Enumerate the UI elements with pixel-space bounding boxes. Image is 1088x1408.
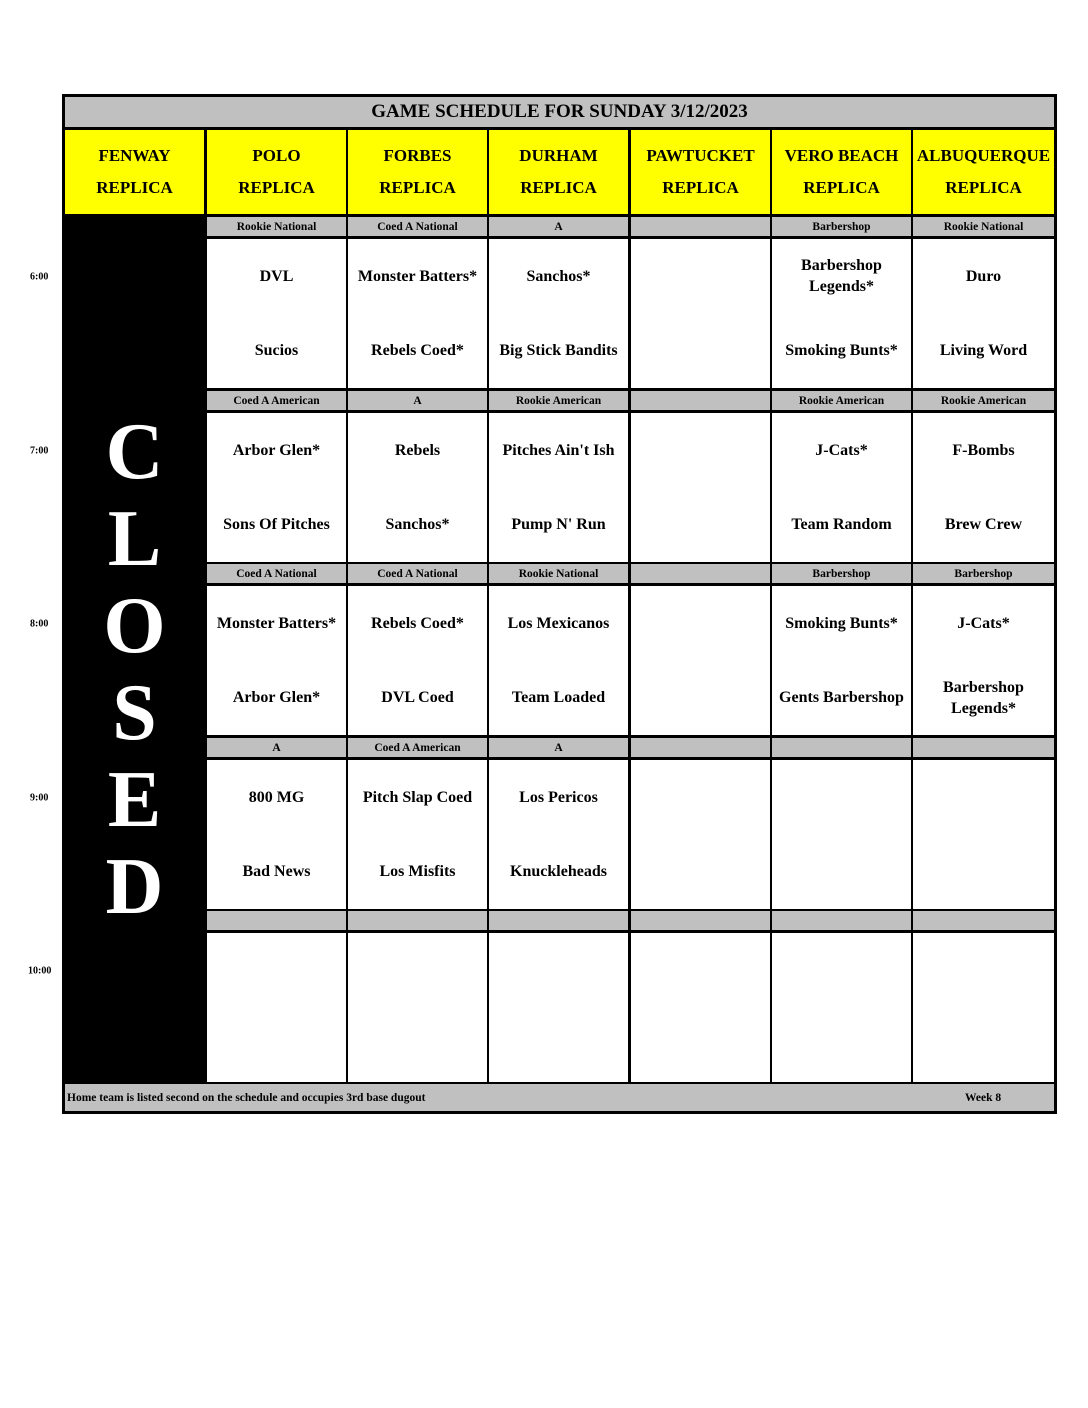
away-team: Rebels Coed* [371, 614, 464, 632]
away-team [557, 933, 561, 1008]
division-label: Coed A American [348, 738, 487, 757]
closed-letter: D [105, 843, 164, 931]
division-label [631, 564, 770, 583]
home-team [982, 835, 986, 910]
home-team: Bad News [242, 863, 311, 881]
away-team: Sanchos* [526, 267, 591, 285]
game-slot [772, 586, 911, 735]
division-label: Coed A National [348, 217, 487, 236]
home-team [699, 835, 703, 910]
away-team: Duro [965, 267, 1002, 285]
away-team: Barbershop Legends* [801, 257, 882, 296]
division-label [489, 911, 628, 930]
division-label [772, 911, 911, 930]
time-label: 6:00 [30, 271, 49, 283]
home-team: Barbershop Legends* [943, 678, 1024, 717]
away-team: 800 MG [248, 788, 305, 806]
away-team: J-Cats* [957, 614, 1010, 632]
field-header-durham [489, 130, 628, 214]
game-slot [772, 933, 911, 1082]
game-slot [772, 413, 911, 562]
division-label: Coed A American [207, 391, 346, 410]
home-team [557, 1008, 561, 1083]
home-team: Brew Crew [944, 516, 1023, 534]
division-label [348, 911, 487, 930]
time-label: 8:00 [30, 618, 49, 630]
away-team: Los Pericos [519, 788, 598, 806]
division-label [631, 217, 770, 236]
home-team: DVL Coed [381, 689, 454, 707]
away-team: Monster Batters* [357, 267, 478, 285]
time-label: 10:00 [28, 965, 52, 977]
division-label: Rookie National [489, 564, 628, 583]
home-team: Smoking Bunts* [785, 342, 898, 360]
home-team: Knuckleheads [510, 863, 607, 881]
away-team: F-Bombs [952, 441, 1015, 459]
footer-note: Home team is listed second on the schedule and occupies 3rd base dugout [67, 1091, 426, 1104]
home-team: Gents Barbershop [779, 689, 904, 707]
home-team [982, 1008, 986, 1083]
division-label: A [489, 738, 628, 757]
home-team: Big Stick Bandits [499, 342, 618, 360]
field-name: FENWAY [98, 146, 171, 165]
field-header-fenway [65, 130, 204, 214]
home-team: Team Loaded [511, 689, 606, 707]
away-team [699, 933, 703, 1008]
field-subtitle: REPLICA [945, 178, 1022, 197]
away-team: Smoking Bunts* [785, 614, 898, 632]
footer [65, 1084, 1054, 1111]
division-label [631, 391, 770, 410]
closed-letter: L [107, 495, 162, 583]
home-team: Team Random [791, 516, 892, 534]
division-label: Rookie American [913, 391, 1054, 410]
closed-letter: C [105, 408, 164, 496]
game-slot [772, 239, 911, 388]
game-slot [348, 933, 487, 1082]
game-slot [631, 586, 770, 735]
time-label: 9:00 [30, 792, 49, 804]
away-team: J-Cats* [815, 441, 868, 459]
away-team: Pitches Ain't Ish [502, 441, 615, 459]
home-team [416, 1008, 420, 1083]
home-team [699, 314, 703, 389]
division-label: Barbershop [913, 564, 1054, 583]
game-slot [207, 413, 346, 562]
field-header-polo [207, 130, 346, 214]
home-team: Sucios [254, 342, 299, 360]
home-team [840, 835, 844, 910]
game-slot [913, 239, 1054, 388]
away-team [699, 239, 703, 314]
field-header-pawtucket [631, 130, 770, 214]
game-slot [489, 239, 628, 388]
field-name: DURHAM [519, 146, 598, 165]
home-team [699, 1008, 703, 1083]
away-team [699, 586, 703, 661]
division-label: Barbershop [772, 217, 911, 236]
time-column [0, 0, 60, 1408]
away-team [982, 933, 986, 1008]
game-slot [348, 239, 487, 388]
division-label [772, 738, 911, 757]
home-team [699, 488, 703, 563]
away-team: Arbor Glen* [232, 441, 321, 459]
field-subtitle: REPLICA [96, 178, 173, 197]
closed-letter: E [107, 756, 162, 844]
division-label: Rookie American [772, 391, 911, 410]
division-label [207, 911, 346, 930]
away-team [416, 933, 420, 1008]
game-slot [489, 933, 628, 1082]
division-label: Coed A National [207, 564, 346, 583]
field-subtitle: REPLICA [520, 178, 597, 197]
game-slot [207, 239, 346, 388]
closed-letter: O [103, 582, 166, 670]
field-name: PAWTUCKET [646, 146, 755, 165]
away-team [699, 760, 703, 835]
field-name: FORBES [383, 146, 452, 165]
game-slot [489, 760, 628, 909]
game-slot [207, 586, 346, 735]
division-label [913, 738, 1054, 757]
division-label: Rookie National [913, 217, 1054, 236]
game-slot [631, 239, 770, 388]
game-slot [348, 413, 487, 562]
home-team: Rebels Coed* [371, 342, 464, 360]
field-name: POLO [252, 146, 301, 165]
division-label: Rookie American [489, 391, 628, 410]
away-team [982, 760, 986, 835]
game-slot [348, 586, 487, 735]
division-label: A [348, 391, 487, 410]
away-team [840, 933, 844, 1008]
home-team: Los Misfits [379, 863, 456, 881]
home-team: Sons Of Pitches [223, 516, 330, 534]
field-subtitle: REPLICA [662, 178, 739, 197]
home-team [840, 1008, 844, 1083]
away-team [699, 413, 703, 488]
game-slot [631, 413, 770, 562]
division-label: Rookie National [207, 217, 346, 236]
schedule-title: GAME SCHEDULE FOR SUNDAY 3/12/2023 [65, 97, 1054, 127]
field-subtitle: REPLICA [238, 178, 315, 197]
game-slot [913, 413, 1054, 562]
away-team: Los Mexicanos [507, 614, 610, 632]
field-name: ALBUQUERQUE [916, 146, 1051, 165]
away-team: Monster Batters* [216, 614, 337, 632]
field-header-forbes [348, 130, 487, 214]
game-slot [489, 586, 628, 735]
away-team [275, 933, 279, 1008]
away-team: DVL [259, 267, 294, 285]
game-slot [913, 760, 1054, 909]
time-label: 7:00 [30, 445, 49, 457]
home-team: Living Word [939, 342, 1028, 360]
division-label: A [207, 738, 346, 757]
game-slot [489, 413, 628, 562]
game-slot [207, 760, 346, 909]
field-subtitle: REPLICA [379, 178, 456, 197]
home-team: Pump N' Run [511, 516, 606, 534]
game-slot [913, 586, 1054, 735]
field-header-vero-beach [772, 130, 911, 214]
home-team: Sanchos* [385, 516, 450, 534]
closed-letter: S [112, 669, 157, 757]
division-label [631, 738, 770, 757]
game-slot [207, 933, 346, 1082]
field-name: VERO BEACH [784, 146, 899, 165]
fenway-closed-column [65, 217, 204, 1081]
division-label: Coed A National [348, 564, 487, 583]
division-label: Barbershop [772, 564, 911, 583]
division-label [913, 911, 1054, 930]
game-slot [631, 933, 770, 1082]
game-slot [631, 760, 770, 909]
home-team [275, 1008, 279, 1083]
field-subtitle: REPLICA [803, 178, 880, 197]
week-label: Week 8 [965, 1091, 1002, 1104]
game-slot [348, 760, 487, 909]
schedule-table [62, 94, 1057, 1114]
home-team [699, 661, 703, 736]
field-header-albuquerque [913, 130, 1054, 214]
division-label [631, 911, 770, 930]
away-team: Rebels [394, 441, 441, 459]
away-team [840, 760, 844, 835]
game-slot [913, 933, 1054, 1082]
division-label: A [489, 217, 628, 236]
home-team: Arbor Glen* [232, 689, 321, 707]
game-slot [772, 760, 911, 909]
away-team: Pitch Slap Coed [362, 788, 473, 806]
